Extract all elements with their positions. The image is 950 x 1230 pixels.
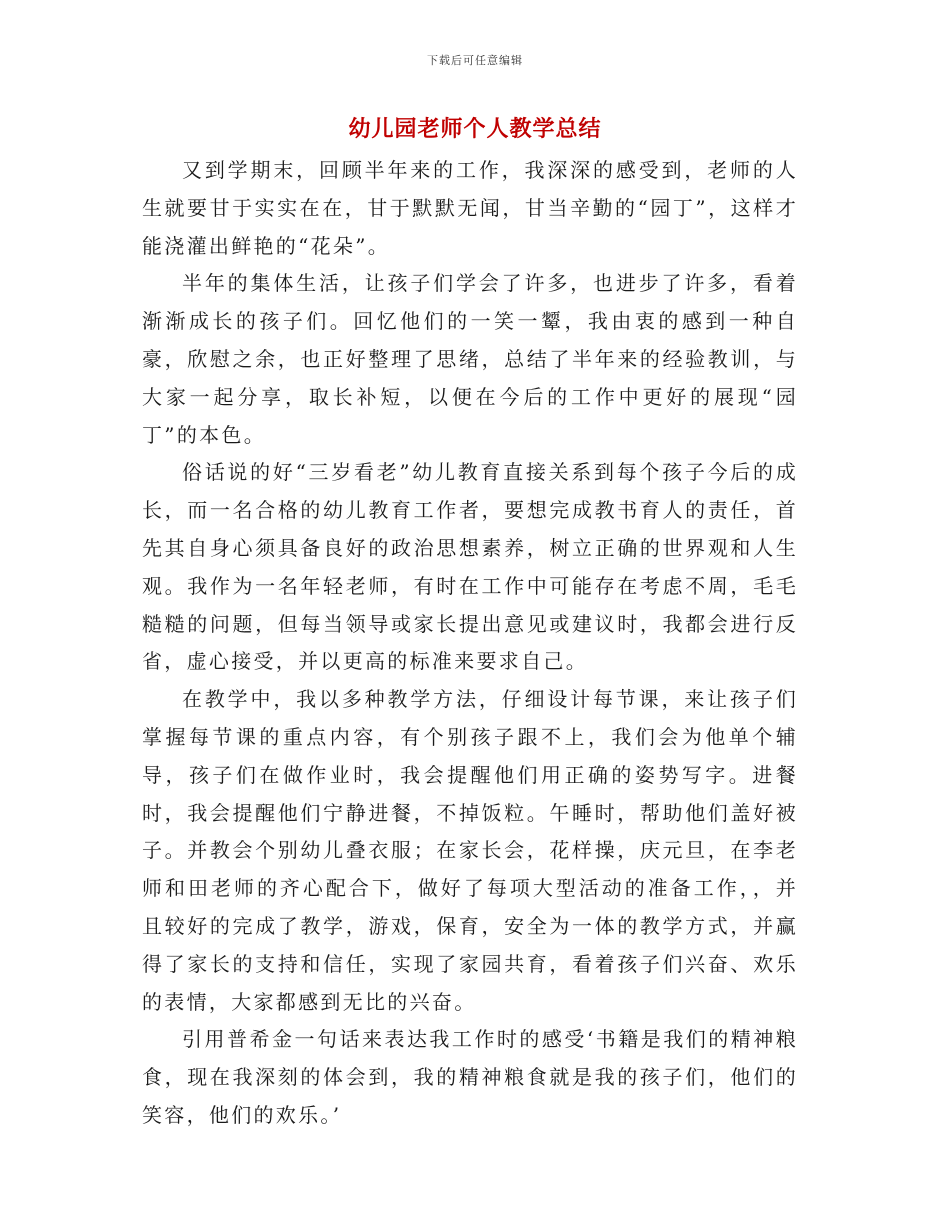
document-body <box>142 152 798 1135</box>
paragraph-2: 半年的集体生活，让孩子们学会了许多，也进步了许多，看着渐渐成长的孩子们。回忆他们的一笑一颦，我由衷的感到一种自豪，欣慰之余，也正好整理了思绪，总结了半年来的经验教训，与大家一起分享，取长补短，以便在今后的工作中更好的展现“园丁”的本色。 <box>142 271 798 447</box>
paragraph-5: 引用普希金一句话来表达我工作时的感受‘书籍是我们的精神粮食，现在我深刻的体会到，我的精神粮食就是我的孩子们，他们的笑容，他们的欢乐。’ <box>142 1027 798 1127</box>
paragraph-3: 俗话说的好“三岁看老”幼儿教育直接关系到每个孩子今后的成长，而一名合格的幼儿教育工作者，要想完成教书育人的责任，首先其自身心须具备良好的政治思想素养，树立正确的世界观和人生观。我作为一名年轻老师，有时在工作中可能存在考虑不周，毛毛糙糙的问题，但每当领导或家长提出意见或建议时，我都会进行反省，虚心接受，并以更高的标准来要求自己。 <box>142 460 798 674</box>
paragraph-1: 又到学期末，回顾半年来的工作，我深深的感受到，老师的人生就要甘于实实在在，甘于默默无闻，甘当辛勤的“园丁”，这样才能浇灌出鲜艳的“花朵”。 <box>142 158 798 258</box>
document-title: 幼儿园老师个人教学总结 <box>348 116 602 142</box>
page-header: 下载后可任意编辑 <box>427 54 523 67</box>
paragraph-4: 在教学中，我以多种教学方法，仔细设计每节课，来让孩子们掌握每节课的重点内容，有个别孩子跟不上，我们会为他单个辅导，孩子们在做作业时，我会提醒他们用正确的姿势写字。进餐时，我会提醒他们宁静进餐，不掉饭粒。午睡时，帮助他们盖好被子。并教会个别幼儿叠衣服；在家长会，花样操，庆元旦，在李老师和田老师的齐心配合下，做好了每项大型活动的准备工作，，并且较好的完成了教学，游戏，保育，安全为一体的教学方式，并赢得了家长的支持和信任，实现了家园共育，看着孩子们兴奋、欢乐的表情，大家都感到无比的兴奋。 <box>142 687 798 1014</box>
